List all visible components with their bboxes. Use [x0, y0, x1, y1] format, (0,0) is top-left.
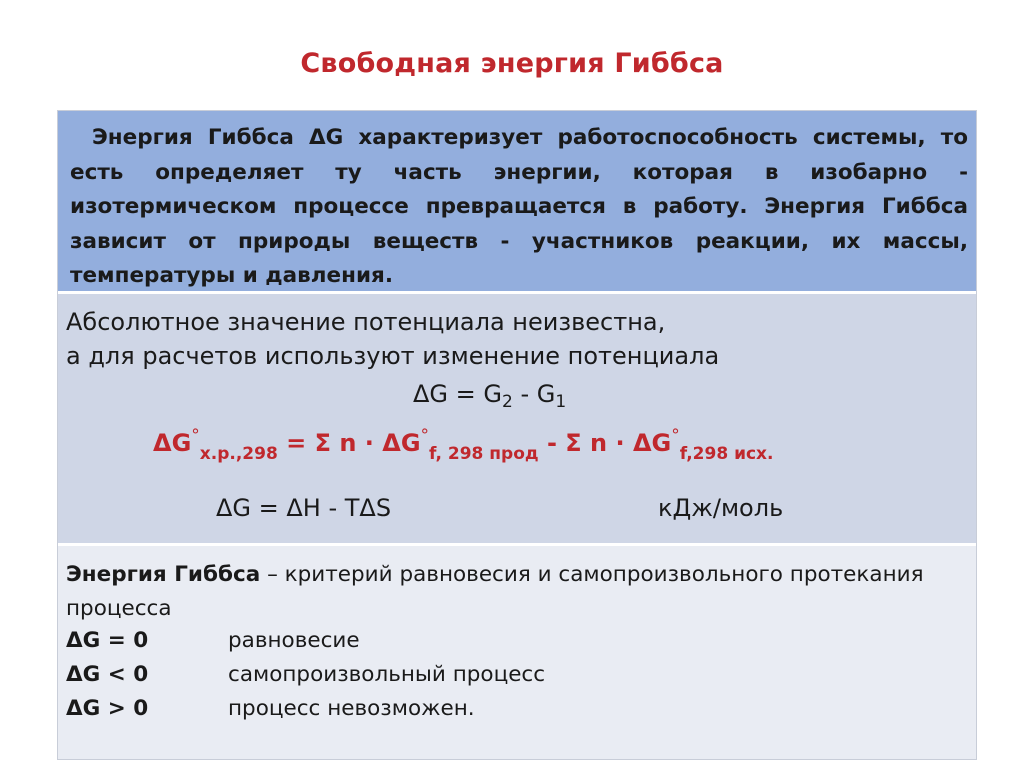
eq1-sub1: 1	[555, 392, 567, 412]
criteria-term: Энергия Гиббса	[66, 562, 261, 587]
criteria-definition: – критерий равновесия и самопроизвольного протекания процесса	[66, 562, 924, 621]
eq2-degree-reactants: °	[671, 426, 680, 446]
slide-title: Свободная энергия Гиббса	[300, 48, 724, 79]
eq2-sum-reactants: - Σ n · ΔG	[538, 429, 672, 457]
eq2-sub-products: f, 298 прод	[429, 444, 539, 464]
condition-expr: ΔG < 0	[66, 662, 149, 687]
unit-label: кДж/моль	[658, 494, 784, 522]
standard-gibbs-equation	[153, 426, 773, 464]
condition-equilibrium	[66, 628, 360, 653]
eq2-degree: °	[191, 426, 200, 446]
eq2-sub-reaction: х.р.,298	[199, 444, 278, 464]
potential-line-1: Абсолютное значение потенциала неизвестна,	[66, 308, 666, 336]
gibbs-helmholtz-equation: ΔG = ΔH - TΔS	[216, 494, 392, 522]
condition-meaning: самопроизвольный процесс	[228, 662, 546, 687]
condition-expr: ΔG > 0	[66, 696, 149, 721]
eq2-degree-products: °	[420, 426, 430, 446]
eq1-mid: - G	[512, 380, 556, 408]
definition-block	[58, 111, 976, 294]
condition-impossible	[66, 696, 475, 721]
potential-line-2: а для расчетов используют изменение потенциала	[66, 342, 720, 370]
delta-g-difference-equation	[413, 380, 566, 412]
eq1-left: ΔG = G	[413, 380, 502, 408]
definition-text	[70, 121, 968, 294]
formulas-block	[58, 294, 976, 546]
condition-meaning: процесс невозможен.	[228, 696, 475, 721]
eq2-delta-g: ΔG	[153, 429, 192, 457]
content-table	[57, 110, 977, 760]
criteria-heading	[66, 558, 926, 626]
eq1-sub2: 2	[501, 392, 513, 412]
eq2-sub-reactants: f,298 исх.	[679, 444, 774, 464]
eq2-sum-products: = Σ n · ΔG	[277, 429, 421, 457]
condition-expr: ΔG = 0	[66, 628, 149, 653]
condition-meaning: равновесие	[228, 628, 360, 653]
definition-paragraph: Энергия Гиббса ΔG характеризует работоспособность системы, то есть определяет ту часть энергии, которая в изобарно - изотермическом процессе превращается в работу. Энергия Гиббса зависит от природы веществ - участников реакции, их массы, температуры и давления.	[70, 125, 968, 288]
condition-spontaneous	[66, 662, 545, 687]
criteria-block	[58, 546, 976, 759]
